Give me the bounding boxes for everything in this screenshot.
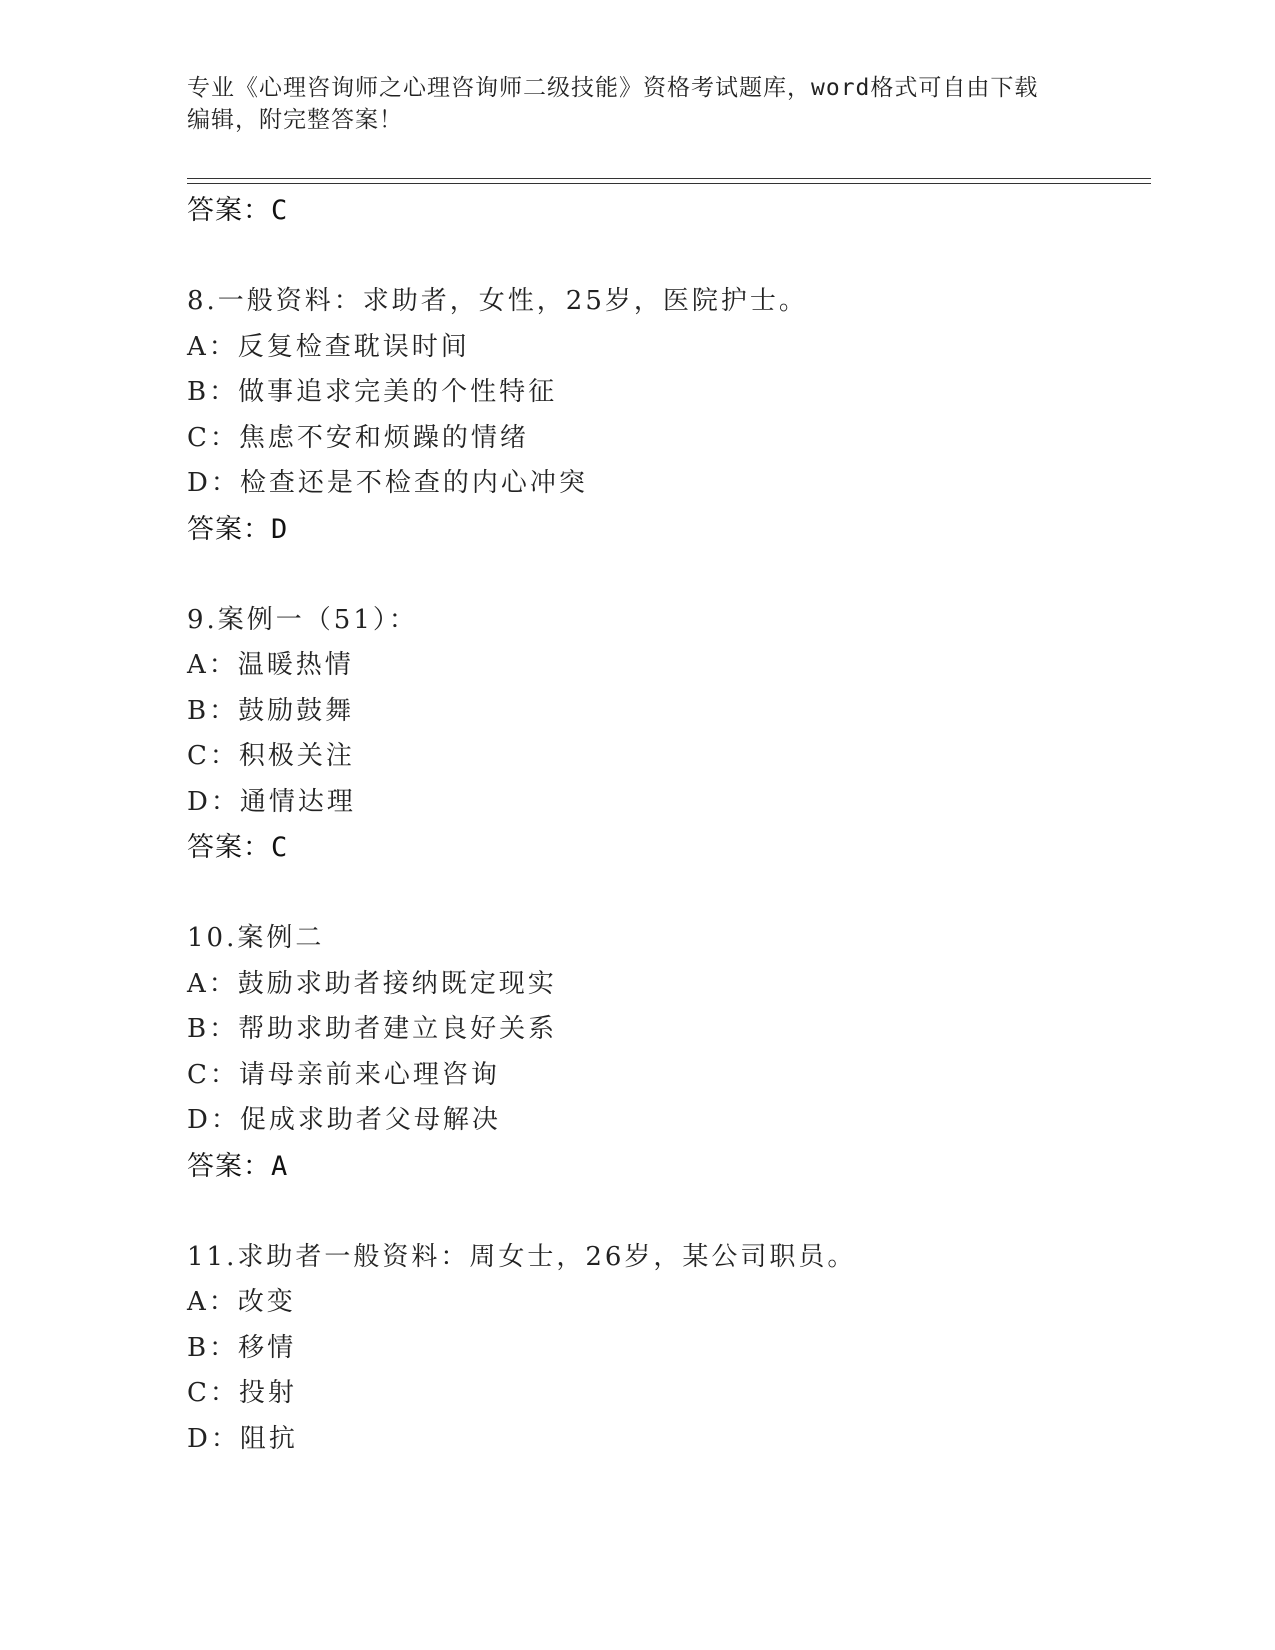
header-divider-top (187, 178, 1151, 179)
question-stem: 10.案例二 (187, 923, 325, 953)
option-b: B：做事追求完美的个性特征 (187, 377, 558, 407)
question-10 (187, 916, 1147, 1189)
option-d: D：通情达理 (187, 786, 356, 817)
option-c: C：积极关注 (187, 741, 355, 771)
option-a: A：鼓励求助者接纳既定现实 (187, 968, 557, 999)
option-d: D：促成求助者父母解决 (187, 1105, 501, 1135)
question-11 (187, 1235, 1147, 1463)
option-c: C：投射 (187, 1378, 297, 1408)
question-list (187, 188, 1147, 1462)
option-c: C：请母亲前来心理咨询 (187, 1059, 500, 1090)
question-8 (187, 279, 1147, 552)
spacer (187, 1189, 1147, 1235)
question-stem: 9.案例一（51）： (187, 604, 418, 635)
spacer (187, 234, 1147, 280)
header-divider-bottom (187, 183, 1151, 184)
answer-line: 答案：C (187, 195, 289, 226)
header-line-2: 编辑，附完整答案！ (187, 107, 403, 133)
option-b: B：帮助求助者建立良好关系 (187, 1014, 558, 1044)
spacer (187, 552, 1147, 598)
option-b: B：鼓励鼓舞 (187, 695, 355, 726)
answer-line: 答案：C (187, 832, 289, 863)
option-d: D：检查还是不检查的内心冲突 (187, 468, 588, 498)
option-c: C：焦虑不安和烦躁的情绪 (187, 422, 529, 453)
option-a: A：改变 (187, 1287, 296, 1317)
option-b: B：移情 (187, 1332, 297, 1363)
spacer (187, 871, 1147, 917)
answer-line: 答案：A (187, 1150, 289, 1182)
question-9 (187, 598, 1147, 871)
header-line-1: 专业《心理咨询师之心理咨询师二级技能》资格考试题库，word格式可自由下载 (187, 75, 1039, 101)
option-a: A：反复检查耽误时间 (187, 331, 470, 362)
option-a: A：温暖热情 (187, 650, 354, 680)
option-d: D：阻抗 (187, 1423, 298, 1454)
question-stem: 8.一般资料：求助者，女性，25岁，医院护士。 (187, 286, 808, 316)
document-header (187, 72, 1087, 136)
question-stem: 11.求助者一般资料：周女士，26岁，某公司职员。 (187, 1241, 857, 1272)
answer-line: 答案：D (187, 513, 289, 545)
